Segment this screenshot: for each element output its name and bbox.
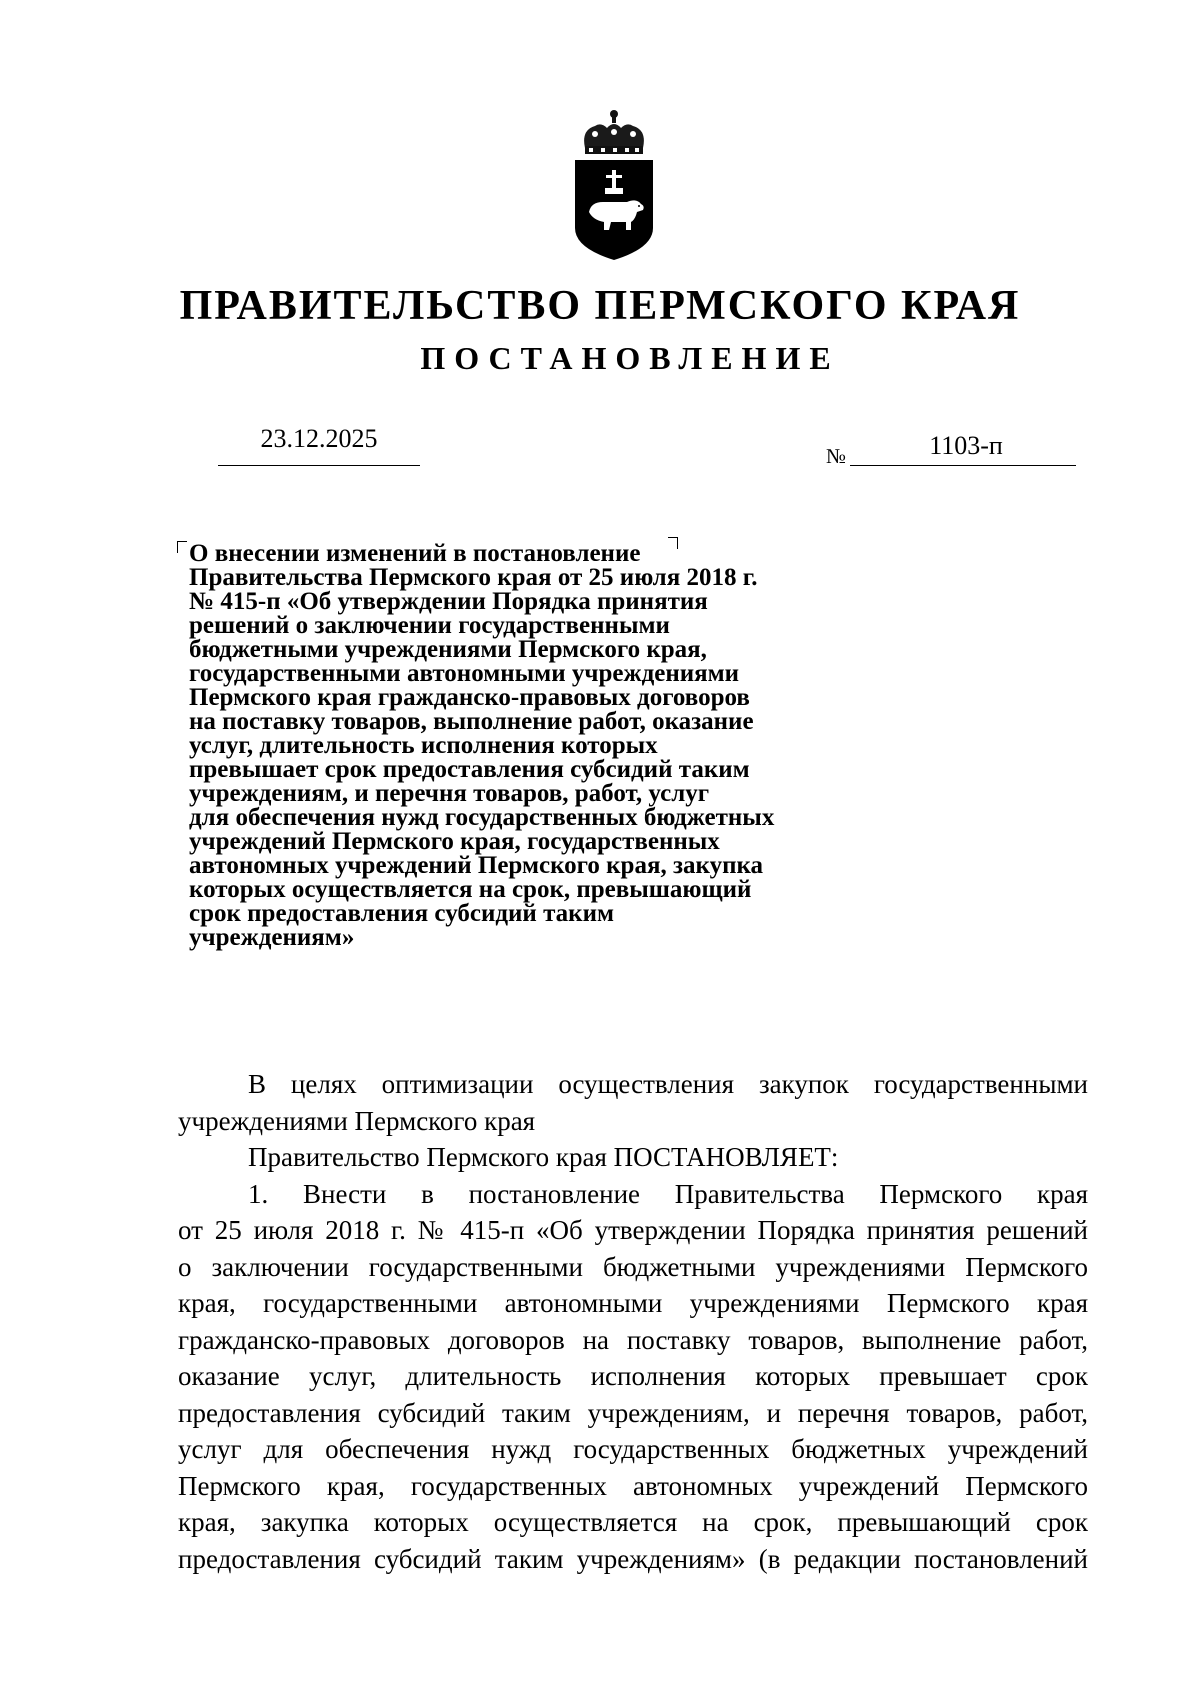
subject-line: учреждениям» bbox=[189, 924, 355, 951]
body-line: гражданско-правовых договоров на поставку товаров, выполнение работ, bbox=[178, 1324, 1088, 1355]
subject-line: услуг, длительность исполнения которых bbox=[189, 732, 658, 759]
body-line: от 25 июля 2018 г. № 415-п «Об утверждении Порядка принятия решений bbox=[178, 1215, 1088, 1245]
subject-line: на поставку товаров, выполнение работ, оказание bbox=[189, 708, 754, 735]
body-line: В целях оптимизации осуществления закупок государственными bbox=[248, 1069, 1088, 1099]
subject-line: № 415-п «Об утверждении Порядка принятия bbox=[189, 588, 708, 615]
subject-line: Пермского края гражданско-правовых договоров bbox=[189, 684, 750, 711]
subject-line: учреждений Пермского края, государственных bbox=[189, 828, 720, 855]
subject-line: решений о заключении государственными bbox=[189, 612, 670, 639]
document-number-field bbox=[826, 430, 1050, 466]
body-line: учреждениями Пермского края bbox=[178, 1105, 536, 1136]
body-line: Правительство Пермского края ПОСТАНОВЛЯЕТ: bbox=[248, 1142, 839, 1172]
subject-line: которых осуществляется на срок, превышающий bbox=[189, 876, 752, 903]
subject-line: срок предоставления субсидий таким bbox=[189, 900, 614, 927]
document-type-title: ПОСТАНОВЛЕНИЕ bbox=[420, 340, 840, 376]
coat-of-arms-icon bbox=[571, 108, 657, 260]
body-line: предоставления субсидий таким учреждениям, и перечня товаров, работ, bbox=[178, 1397, 1088, 1428]
document-date: 23.12.2025 bbox=[260, 424, 378, 453]
number-underline bbox=[850, 465, 1076, 466]
subject-line: О внесении изменений в постановление bbox=[189, 540, 641, 567]
subject-line: автономных учреждений Пермского края, закупка bbox=[189, 852, 763, 879]
document-body bbox=[178, 1066, 1088, 1577]
subject-line: для обеспечения нужд государственных бюджетных bbox=[189, 804, 775, 831]
document-date-field bbox=[218, 423, 420, 466]
document-subject bbox=[189, 542, 774, 950]
body-line: 1. Внести в постановление Правительства Пермского края bbox=[248, 1178, 1088, 1209]
body-line: оказание услуг, длительность исполнения которых превышает срок bbox=[178, 1361, 1088, 1391]
organization-title: ПРАВИТЕЛЬСТВО ПЕРМСКОГО КРАЯ bbox=[179, 283, 1021, 329]
number-sign: № bbox=[826, 444, 847, 468]
body-line: Пермского края, государственных автономных учреждений Пермского bbox=[178, 1470, 1088, 1501]
subject-line: государственными автономными учреждениями bbox=[189, 660, 740, 687]
subject-line: Правительства Пермского края от 25 июля 2018 г. bbox=[189, 564, 758, 591]
body-line: о заключении государственными бюджетными учреждениями Пермского bbox=[178, 1251, 1088, 1282]
subject-line: превышает срок предоставления субсидий таким bbox=[189, 756, 750, 783]
body-line: края, государственными автономными учреждениями Пермского края bbox=[178, 1288, 1088, 1318]
subject-corner-mark-left bbox=[177, 541, 187, 553]
body-line: края, закупка которых осуществляется на срок, превышающий срок bbox=[178, 1507, 1088, 1537]
body-line: услуг для обеспечения нужд государственных бюджетных учреждений bbox=[178, 1434, 1088, 1464]
subject-line: бюджетными учреждениями Пермского края, bbox=[189, 636, 707, 663]
subject-line: учреждениям, и перечня товаров, работ, услуг bbox=[189, 780, 710, 807]
body-line: предоставления субсидий таким учреждениям» (в редакции постановлений bbox=[178, 1543, 1088, 1574]
document-number: 1103-п bbox=[929, 431, 1003, 460]
